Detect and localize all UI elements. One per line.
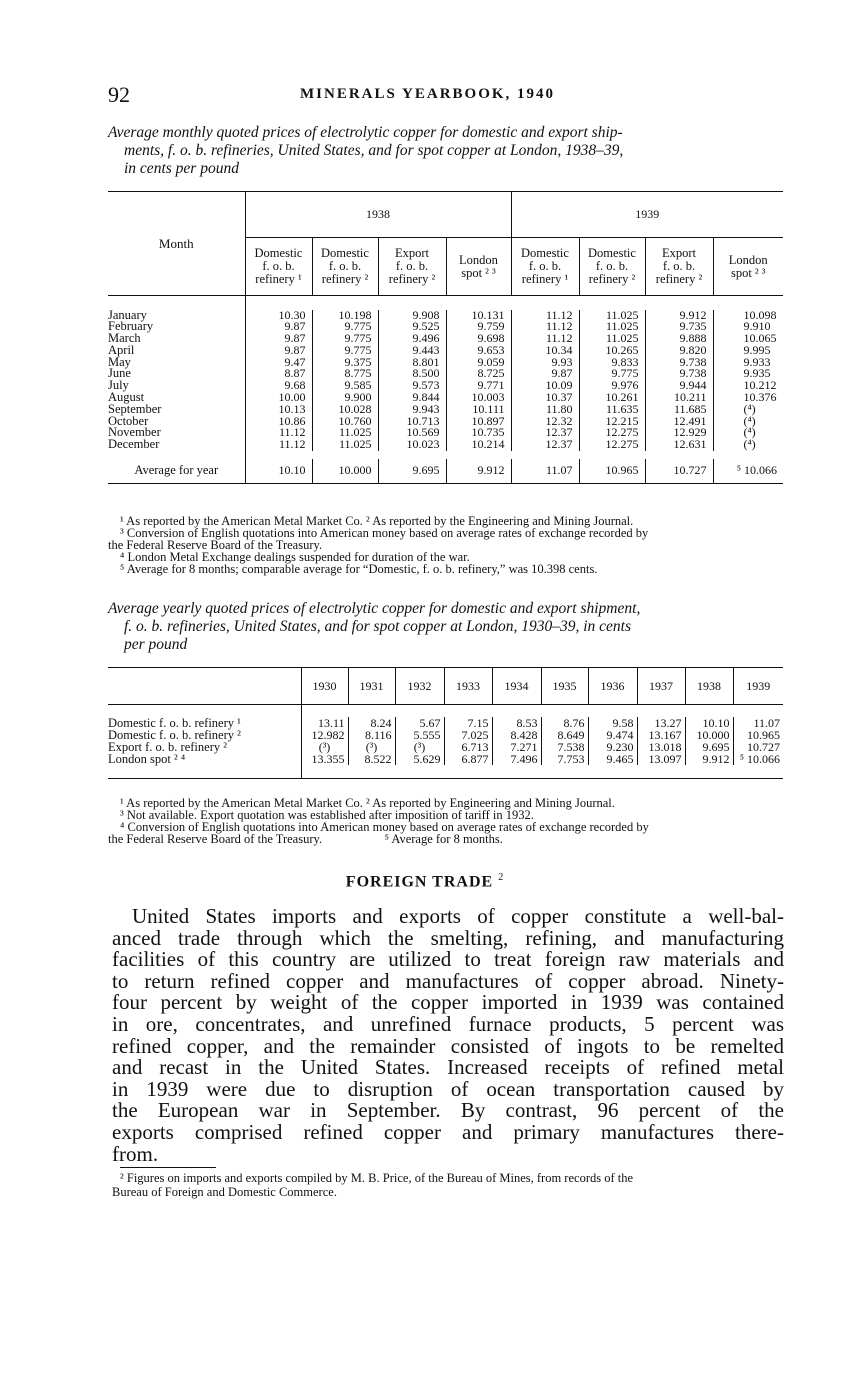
cell-value: 9.653 — [446, 345, 511, 357]
cell-value: 10.965 — [733, 729, 783, 741]
cell-value: 12.491 — [645, 416, 713, 428]
body-line: in ore, concentrates, and unrefined furnace products, 5 percent was — [112, 1011, 784, 1036]
month-header: Month — [108, 192, 245, 296]
cell-value: 9.443 — [378, 345, 446, 357]
footnote: ³ Not available. Export quotation was established after imposition of tariff in 1932. — [120, 808, 534, 822]
cell-value: 10.265 — [579, 345, 645, 357]
cell-value: 10.10 — [685, 717, 733, 729]
month-label: May — [108, 354, 131, 369]
cell-value: 10.569 — [378, 427, 446, 439]
cell-value: 10.727 — [733, 741, 783, 753]
column-header-line: refinery ² — [655, 272, 703, 286]
column-header-line: Domestic — [588, 246, 636, 260]
cell-value: 11.025 — [312, 439, 378, 451]
cell-value: 9.912 — [645, 310, 713, 322]
average-label: Average for year — [108, 459, 245, 483]
cell-value: 9.87 — [245, 321, 312, 333]
footnote: ³ Conversion of English quotations into American money based on average rates of exchange recorded by — [120, 526, 649, 540]
cell-value: 13.11 — [301, 717, 348, 729]
cell-value: 7.753 — [541, 753, 588, 765]
year-header: 1931 — [348, 668, 395, 705]
table2-caption — [108, 600, 788, 654]
cell-value: 11.025 — [312, 427, 378, 439]
cell-value: 8.87 — [245, 368, 312, 380]
month-label: February — [108, 319, 154, 334]
average-value: 9.912 — [446, 459, 511, 483]
cell-value: 12.215 — [579, 416, 645, 428]
column-header-line: Export — [661, 246, 697, 260]
column-header-line: f. o. b. — [395, 259, 429, 273]
average-value: 11.07 — [511, 459, 579, 483]
footnote-mark: 2 — [498, 872, 505, 883]
column-header-line: f. o. b. — [595, 259, 629, 273]
cell-value: 10.212 — [713, 380, 783, 392]
cell-value: 5.555 — [395, 729, 444, 741]
year-header: 1932 — [395, 668, 444, 705]
year-header: 1939 — [733, 668, 783, 705]
footnote: the Federal Reserve Board of the Treasury. — [108, 538, 323, 552]
cell-value: 10.00 — [245, 392, 312, 404]
cell-value: 7.15 — [444, 717, 492, 729]
cell-value: 9.820 — [645, 345, 713, 357]
cell-value: 10.198 — [312, 310, 378, 322]
cell-value: 8.801 — [378, 357, 446, 369]
column-header — [645, 238, 713, 296]
cell-value: 11.025 — [579, 321, 645, 333]
column-header — [378, 238, 446, 296]
cell-value: (⁴) — [713, 439, 783, 451]
cell-value: 10.713 — [378, 416, 446, 428]
average-value: 10.965 — [579, 459, 645, 483]
cell-value: 9.47 — [245, 357, 312, 369]
cell-value: 11.025 — [579, 310, 645, 322]
cell-value: 13.018 — [637, 741, 685, 753]
cell-value: 11.12 — [245, 439, 312, 451]
body-line: from. — [112, 1141, 159, 1166]
cell-value: 8.24 — [348, 717, 395, 729]
cell-value: 9.474 — [588, 729, 637, 741]
caption-line: in cents per pound — [124, 160, 239, 177]
cell-value: 12.982 — [301, 729, 348, 741]
body-line: four percent by weight of the copper imported in 1939 was contained — [112, 990, 784, 1015]
row-label: London spot ² ⁴ — [108, 751, 186, 766]
column-header-line: refinery ¹ — [521, 272, 569, 286]
cell-value: 8.116 — [348, 729, 395, 741]
column-header-line: f. o. b. — [328, 259, 362, 273]
cell-value: 10.023 — [378, 439, 446, 451]
cell-value: 11.12 — [511, 333, 579, 345]
average-value: 10.10 — [245, 459, 312, 483]
row-header-blank — [108, 668, 301, 705]
table-row — [108, 439, 783, 451]
cell-value: (⁴) — [713, 416, 783, 428]
column-header-line: spot ² ³ — [730, 265, 766, 280]
month-label: January — [108, 307, 147, 322]
cell-value: 9.573 — [378, 380, 446, 392]
cell-value: 10.028 — [312, 404, 378, 416]
bottom-footnote — [112, 1172, 784, 1199]
cell-value: (⁴) — [713, 404, 783, 416]
cell-value: 9.738 — [645, 368, 713, 380]
cell-value: 8.53 — [492, 717, 541, 729]
column-header-line: Domestic — [254, 246, 303, 260]
cell-value: 5.629 — [395, 753, 444, 765]
cell-value: 9.230 — [588, 741, 637, 753]
cell-value: 11.12 — [511, 310, 579, 322]
cell-value: 13.167 — [637, 729, 685, 741]
caption-line: f. o. b. refineries, United States, and for spot copper at London, 1930–39, in cents — [124, 618, 632, 635]
cell-value: 9.775 — [312, 345, 378, 357]
year-header: 1937 — [637, 668, 685, 705]
cell-value: 9.698 — [446, 333, 511, 345]
cell-value: 9.465 — [588, 753, 637, 765]
cell-value: 9.943 — [378, 404, 446, 416]
year-header: 1933 — [444, 668, 492, 705]
cell-value: 9.844 — [378, 392, 446, 404]
cell-value: 6.713 — [444, 741, 492, 753]
caption-line: per pound — [124, 636, 188, 653]
cell-value: (³) — [395, 741, 444, 753]
cell-value: 9.738 — [645, 357, 713, 369]
caption-line: ments, f. o. b. refineries, United States, and for spot copper at London, 1938–39, — [124, 142, 624, 159]
page-number: 92 — [108, 82, 130, 107]
footnote-rule — [120, 1167, 216, 1168]
cell-value: 9.771 — [446, 380, 511, 392]
cell-value: 12.275 — [579, 439, 645, 451]
month-label: June — [108, 366, 131, 381]
column-header-line: spot ² ³ — [461, 265, 496, 280]
column-header — [713, 238, 783, 296]
body-line: the European war in September. By contrast, 96 percent of the — [112, 1098, 784, 1123]
cell-value: 11.12 — [245, 427, 312, 439]
column-header — [245, 238, 312, 296]
cell-value: 9.775 — [312, 321, 378, 333]
cell-value: 7.538 — [541, 741, 588, 753]
cell-value: 10.09 — [511, 380, 579, 392]
table1-caption — [108, 124, 788, 178]
cell-value: 10.098 — [713, 310, 783, 322]
cell-value: 10.34 — [511, 345, 579, 357]
average-value: 10.000 — [312, 459, 378, 483]
column-header — [511, 238, 579, 296]
footnote: Bureau of Foreign and Domestic Commerce. — [112, 1184, 337, 1199]
cell-value: 10.735 — [446, 427, 511, 439]
footnote: ⁴ London Metal Exchange dealings suspended for duration of the war. — [120, 550, 470, 564]
cell-value: 9.775 — [579, 368, 645, 380]
cell-value: 9.935 — [713, 368, 783, 380]
year-header: 1935 — [541, 668, 588, 705]
cell-value: 10.37 — [511, 392, 579, 404]
row-label: Export f. o. b. refinery ² — [108, 739, 227, 754]
column-header-line: f. o. b. — [662, 259, 696, 273]
cell-value: 10.897 — [446, 416, 511, 428]
cell-value: 8.428 — [492, 729, 541, 741]
table-row — [108, 717, 783, 729]
cell-value: 9.759 — [446, 321, 511, 333]
cell-value: 9.910 — [713, 321, 783, 333]
year-header: 1938 — [685, 668, 733, 705]
cell-value: 9.976 — [579, 380, 645, 392]
yearly-prices-table — [108, 667, 783, 779]
cell-value: 11.025 — [579, 333, 645, 345]
cell-value: (⁴) — [713, 427, 783, 439]
cell-value: 13.355 — [301, 753, 348, 765]
cell-value: 5.67 — [395, 717, 444, 729]
average-value: ⁵ 10.066 — [713, 459, 783, 483]
column-header-line: f. o. b. — [262, 259, 295, 273]
body-line: facilities of this country are utilized to treat foreign raw materials and — [112, 947, 784, 972]
column-header — [312, 238, 378, 296]
cell-value: 9.87 — [245, 345, 312, 357]
month-label: July — [108, 378, 129, 393]
cell-value: ⁵ 10.066 — [733, 753, 783, 765]
running-title: MINERALS YEARBOOK, 1940 — [300, 86, 556, 102]
month-label: December — [108, 437, 160, 452]
cell-value: 8.725 — [446, 368, 511, 380]
cell-value: 10.376 — [713, 392, 783, 404]
cell-value: 9.908 — [378, 310, 446, 322]
body-line: to return refined copper and manufactures of copper abroad. Ninety- — [112, 968, 784, 993]
body-line: anced trade through which the smelting, refining, and manufacturing — [112, 925, 784, 950]
caption-line: Average monthly quoted prices of electrolytic copper for domestic and export ship- — [108, 124, 623, 141]
table-row — [108, 753, 783, 765]
cell-value: 8.76 — [541, 717, 588, 729]
column-header-line: refinery ² — [588, 272, 636, 286]
month-label: March — [108, 331, 141, 346]
year-header: 1930 — [301, 668, 348, 705]
body-line: United States imports and exports of copper constitute a well-bal- — [132, 904, 784, 928]
cell-value: 10.065 — [713, 333, 783, 345]
cell-value: 9.888 — [645, 333, 713, 345]
cell-value: 10.211 — [645, 392, 713, 404]
cell-value: 6.877 — [444, 753, 492, 765]
month-label: April — [108, 342, 135, 357]
cell-value: 12.929 — [645, 427, 713, 439]
year-1938-header: 1938 — [245, 192, 511, 238]
body-paragraph — [112, 906, 784, 1165]
footnote: ⁴ Conversion of English quotations into American money based on average rates of exchange recorded by — [120, 820, 649, 834]
cell-value: (³) — [348, 741, 395, 753]
body-line: exports comprised refined copper and primary manufactures there- — [112, 1119, 784, 1144]
cell-value: 9.995 — [713, 345, 783, 357]
monthly-prices-table — [108, 191, 783, 484]
cell-value: 9.58 — [588, 717, 637, 729]
cell-value: 7.271 — [492, 741, 541, 753]
cell-value: (³) — [301, 741, 348, 753]
cell-value: 8.522 — [348, 753, 395, 765]
column-header — [446, 238, 511, 296]
cell-value: 9.68 — [245, 380, 312, 392]
average-value: 10.727 — [645, 459, 713, 483]
year-header: 1934 — [492, 668, 541, 705]
footnote: ⁵ Average for 8 months; comparable average for “Domestic, f. o. b. refinery,” was 10.398 cents. — [120, 562, 598, 576]
cell-value: 9.695 — [685, 741, 733, 753]
cell-value: 8.500 — [378, 368, 446, 380]
body-line: in 1939 were due to disruption of ocean transportation caused by — [112, 1076, 784, 1101]
row-label: Domestic f. o. b. refinery ¹ — [108, 715, 241, 730]
cell-value: 12.275 — [579, 427, 645, 439]
table2-footnotes — [108, 797, 788, 845]
column-header-line: Export — [394, 246, 430, 260]
cell-value: 9.775 — [312, 333, 378, 345]
cell-value: 9.87 — [511, 368, 579, 380]
year-header: 1936 — [588, 668, 637, 705]
cell-value: 7.496 — [492, 753, 541, 765]
body-line: refined copper, and the remainder consisted of ingots to be remelted — [112, 1033, 784, 1058]
cell-value: 9.944 — [645, 380, 713, 392]
cell-value: 12.37 — [511, 439, 579, 451]
table-row — [108, 741, 783, 753]
cell-value: 12.631 — [645, 439, 713, 451]
cell-value: 10.214 — [446, 439, 511, 451]
month-label: September — [108, 401, 162, 416]
month-label: November — [108, 425, 161, 440]
footnote: the Federal Reserve Board of the Treasury. ⁵ Average for 8 months. — [108, 832, 503, 846]
footnote: ² Figures on imports and exports compiled by M. B. Price, of the Bureau of Mines, from records of the — [120, 1171, 634, 1185]
section-title: FOREIGN TRADE — [345, 873, 494, 891]
column-header-line: London — [728, 252, 768, 267]
cell-value: 8.649 — [541, 729, 588, 741]
cell-value: 10.003 — [446, 392, 511, 404]
cell-value: 13.097 — [637, 753, 685, 765]
cell-value: 10.86 — [245, 416, 312, 428]
footnote: ¹ As reported by the American Metal Market Co. ² As reported by Engineering and Mining Journal. — [120, 796, 615, 810]
cell-value: 10.760 — [312, 416, 378, 428]
column-header-line: refinery ² — [388, 272, 436, 286]
cell-value: 11.12 — [511, 321, 579, 333]
caption-line: Average yearly quoted prices of electrolytic copper for domestic and export shipment, — [108, 600, 641, 617]
cell-value: 9.912 — [685, 753, 733, 765]
cell-value: 9.833 — [579, 357, 645, 369]
cell-value: 9.900 — [312, 392, 378, 404]
cell-value: 9.87 — [245, 333, 312, 345]
column-header — [579, 238, 645, 296]
column-header-line: refinery ² — [321, 272, 369, 286]
cell-value: 11.635 — [579, 404, 645, 416]
cell-value: 9.735 — [645, 321, 713, 333]
cell-value: 9.585 — [312, 380, 378, 392]
column-header-line: Domestic — [321, 246, 369, 260]
cell-value: 9.933 — [713, 357, 783, 369]
row-label: Domestic f. o. b. refinery ² — [108, 727, 241, 742]
month-label: August — [108, 390, 145, 405]
column-header-line: Domestic — [521, 246, 569, 260]
cell-value: 9.496 — [378, 333, 446, 345]
cell-value: 12.32 — [511, 416, 579, 428]
cell-value: 10.13 — [245, 404, 312, 416]
cell-value: 8.775 — [312, 368, 378, 380]
month-label: October — [108, 413, 149, 428]
table1-footnotes — [108, 515, 788, 575]
cell-value: 13.27 — [637, 717, 685, 729]
column-header-line: London — [459, 252, 498, 267]
cell-value: 9.375 — [312, 357, 378, 369]
average-value: 9.695 — [378, 459, 446, 483]
year-1939-header: 1939 — [511, 192, 783, 238]
footnote: ¹ As reported by the American Metal Market Co. ² As reported by the Engineering and Mining Journal. — [120, 514, 634, 528]
cell-value: 11.80 — [511, 404, 579, 416]
cell-value: 10.131 — [446, 310, 511, 322]
cell-value: 10.30 — [245, 310, 312, 322]
cell-value: 10.000 — [685, 729, 733, 741]
cell-value: 7.025 — [444, 729, 492, 741]
cell-value: 11.07 — [733, 717, 783, 729]
column-header-line: f. o. b. — [528, 259, 562, 273]
body-line: and recast in the United States. Increased receipts of refined metal — [112, 1055, 784, 1080]
cell-value: 10.261 — [579, 392, 645, 404]
cell-value: 10.111 — [446, 404, 511, 416]
column-header-line: refinery ¹ — [255, 272, 302, 286]
section-heading — [0, 872, 850, 891]
cell-value: 9.525 — [378, 321, 446, 333]
table-row — [108, 729, 783, 741]
cell-value: 9.059 — [446, 357, 511, 369]
cell-value: 12.37 — [511, 427, 579, 439]
cell-value: 9.93 — [511, 357, 579, 369]
cell-value: 11.685 — [645, 404, 713, 416]
